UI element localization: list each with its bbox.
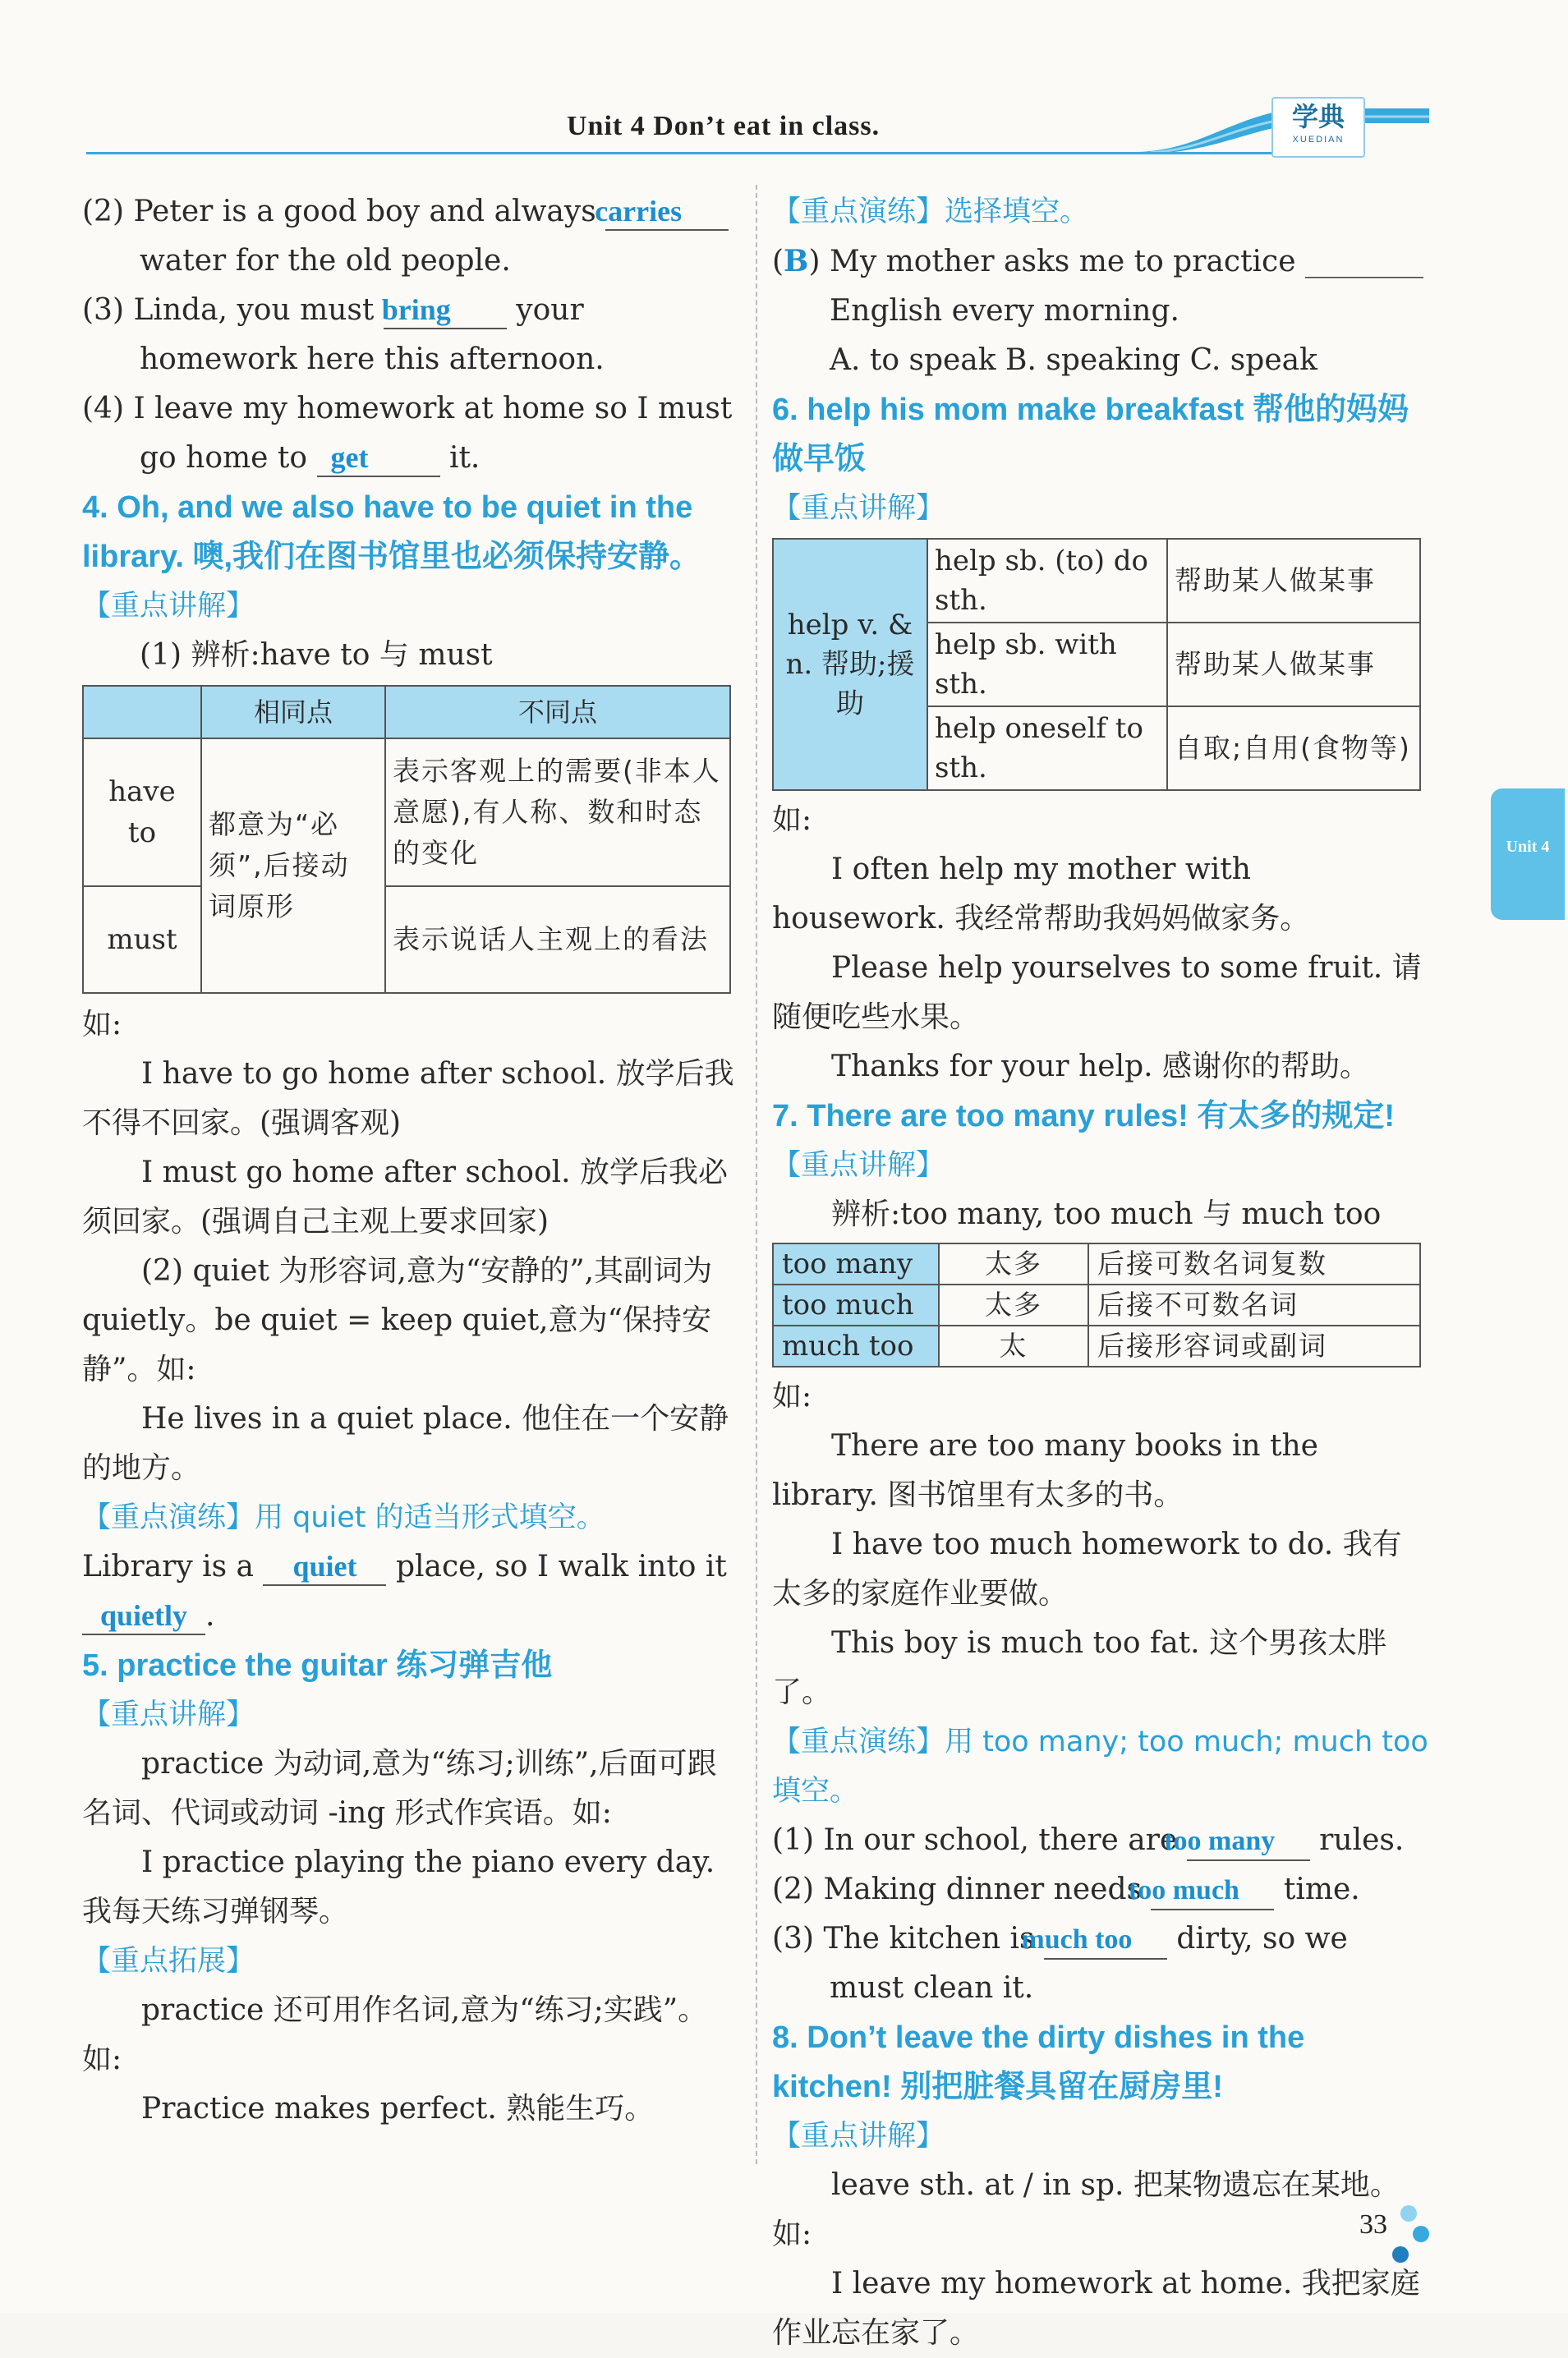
drill-label-choice: 【重点演练】选择填空。 xyxy=(772,195,1089,228)
table-header-diff: 不同点 xyxy=(385,686,730,738)
example-text: There are too many books in the library. 图书馆里有太多的书。 xyxy=(772,1429,1318,1512)
too-row-usage: 后接可数名词复数 xyxy=(1088,1243,1420,1285)
example-label: 如: xyxy=(772,803,812,837)
exercise-2: (2) Peter is a good boy and always carries water for the old people. xyxy=(82,187,739,286)
practice-explanation: practice 为动词,意为“练习;训练”,后面可跟名词、代词或动词 -ing 形式作宾语。如: xyxy=(82,1747,717,1830)
right-column xyxy=(772,187,1429,2358)
example-text: Thanks for your help. 感谢你的帮助。 xyxy=(831,1050,1370,1083)
xuedian-logo: 学典 XUEDIAN xyxy=(1271,97,1365,158)
key-explanation-label: 【重点讲解】 xyxy=(772,492,945,525)
example-label: 如: xyxy=(82,1008,122,1041)
help-meaning-3: 自取;自用(食物等) xyxy=(1167,706,1420,790)
section-5-heading: 5. practice the guitar 练习弹吉他 xyxy=(82,1648,553,1683)
exercise-3: (3) Linda, you must bring your homework here this afternoon. xyxy=(82,293,605,376)
page-number: 33 xyxy=(1359,2209,1387,2240)
example-text: This boy is much too fat. 这个男孩太胖了。 xyxy=(772,1626,1387,1709)
fill-exercise-3: (3) The kitchen is much too dirty, so we must clean it. xyxy=(772,1922,1348,2005)
header-rule xyxy=(86,152,1318,154)
answer-bring: bring xyxy=(384,292,507,329)
too-row-usage: 后接形容词或副词 xyxy=(1088,1326,1420,1367)
have-to-must-table xyxy=(82,685,731,994)
too-row-meaning: 太多 xyxy=(939,1243,1088,1285)
multiple-choice-options: A. to speak B. speaking C. speak xyxy=(830,343,1317,377)
must-diff-cell: 表示说话人主观上的看法 xyxy=(385,886,730,993)
example-label: 如: xyxy=(772,2218,812,2251)
leave-explanation: leave sth. at / in sp. 把某物遗忘在某地。 xyxy=(831,2168,1400,2202)
page-header-title: Unit 4 Don’t eat in class. xyxy=(567,111,881,141)
key-explanation-label: 【重点讲解】 xyxy=(82,590,255,623)
help-meaning-2: 帮助某人做某事 xyxy=(1167,623,1420,706)
too-row-meaning: 太 xyxy=(939,1326,1088,1367)
too-row-usage: 后接不可数名词 xyxy=(1088,1285,1420,1326)
example-text: I practice playing the piano every day. 我每天练习弹钢琴。 xyxy=(82,1845,715,1928)
too-row-key: too much xyxy=(773,1285,939,1326)
key-explanation-label: 【重点讲解】 xyxy=(772,2120,945,2153)
practice-noun-explanation: practice 还可用作名词,意为“练习;实践”。如: xyxy=(82,1993,708,2076)
example-text: Practice makes perfect. 熟能生巧。 xyxy=(141,2092,655,2126)
drill-label-too: 【重点演练】用 too many; too much; much too 填空。 xyxy=(772,1726,1428,1808)
table-header-same: 相同点 xyxy=(201,686,385,738)
subheading-have-to-must: (1) 辨析:have to 与 must xyxy=(140,638,493,672)
too-row-key: too many xyxy=(773,1243,939,1285)
answer-quiet: quiet xyxy=(263,1548,386,1586)
key-explanation-label: 【重点讲解】 xyxy=(772,1149,945,1182)
help-usage-2: help sb. with sth. xyxy=(927,623,1167,706)
help-head-cell: help v. & n. 帮助;援助 xyxy=(773,539,927,790)
example-text: Please help yourselves to some fruit. 请随便吃些水果。 xyxy=(772,951,1422,1034)
example-text: I often help my mother with housework. 我经常帮助我妈妈做家务。 xyxy=(772,853,1310,935)
answer-carries: carries xyxy=(605,193,729,231)
section-4-heading: 4. Oh, and we also have to be quiet in the library. 噢,我们在图书馆里也必须保持安静。 xyxy=(82,490,701,574)
drill-label-quiet: 【重点演练】用 quiet 的适当形式填空。 xyxy=(82,1501,605,1534)
column-divider xyxy=(756,185,757,2164)
example-text: I have too much homework to do. 我有太多的家庭作业要做。 xyxy=(772,1528,1402,1611)
example-text: He lives in a quiet place. 他住在一个安静的地方。 xyxy=(82,1402,729,1485)
example-label: 如: xyxy=(772,1380,812,1413)
same-point-cell: 都意为“必须”,后接动词原形 xyxy=(201,738,385,993)
answer-too-much: too much xyxy=(1151,1873,1274,1910)
example-text: I leave my homework at home. 我把家庭作业忘在家了。 xyxy=(772,2267,1420,2350)
help-usage-1: help sb. (to) do sth. xyxy=(927,539,1167,623)
too-row-meaning: 太多 xyxy=(939,1285,1088,1326)
left-column xyxy=(82,187,739,2134)
decor-dot xyxy=(1392,2246,1409,2263)
quiet-explanation: (2) quiet 为形容词,意为“安静的”,其副词为 quietly。be quiet = keep quiet,意为“保持安静”。如: xyxy=(82,1254,713,1386)
multiple-choice-question: (B) My mother asks me to practice ________ English every morning. xyxy=(772,244,1423,328)
unit-side-tab: Unit 4 xyxy=(1491,788,1565,920)
too-row-key: much too xyxy=(773,1326,939,1367)
row-must: must xyxy=(83,886,201,993)
decor-dot xyxy=(1400,2205,1417,2222)
help-usage-table xyxy=(772,538,1421,791)
section-8-heading: 8. Don’t leave the dirty dishes in the kitchen! 别把脏餐具留在厨房里! xyxy=(772,2020,1305,2104)
exercise-4: (4) I leave my homework at home so I must go home to get it. xyxy=(82,384,739,483)
fill-exercise-2: (2) Making dinner needs too much time. xyxy=(772,1865,1429,1914)
key-explanation-label: 【重点讲解】 xyxy=(82,1698,255,1731)
too-many-table xyxy=(772,1243,1421,1367)
subheading-too-many: 辨析:too many, too much 与 much too xyxy=(831,1197,1382,1231)
example-text: I must go home after school. 放学后我必须回家。(强调自己主观上要求回家) xyxy=(82,1156,729,1239)
answer-b: B xyxy=(784,244,809,278)
help-meaning-1: 帮助某人做某事 xyxy=(1167,539,1420,623)
key-extension-label: 【重点拓展】 xyxy=(82,1945,255,1978)
row-have-to: have to xyxy=(83,738,201,886)
answer-too-many: too many xyxy=(1187,1823,1310,1861)
help-usage-3: help oneself to sth. xyxy=(927,706,1167,790)
section-6-heading: 6. help his mom make breakfast 帮他的妈妈做早饭 xyxy=(772,393,1409,476)
example-text: I have to go home after school. 放学后我不得不回家。(强调客观) xyxy=(82,1057,734,1140)
answer-quietly: quietly xyxy=(82,1597,205,1635)
decor-dot xyxy=(1413,2226,1429,2242)
answer-much-too: much too xyxy=(1044,1922,1167,1960)
section-7-heading: 7. There are too many rules! 有太多的规定! xyxy=(772,1099,1396,1133)
answer-get: get xyxy=(317,439,440,477)
exercise-quiet: Library is a quiet place, so I walk into it quietly . xyxy=(82,1542,739,1641)
have-to-diff-cell: 表示客观上的需要(非本人意愿),有人称、数和时态的变化 xyxy=(385,738,730,886)
fill-exercise-1: (1) In our school, there are too many rules. xyxy=(772,1816,1429,1865)
